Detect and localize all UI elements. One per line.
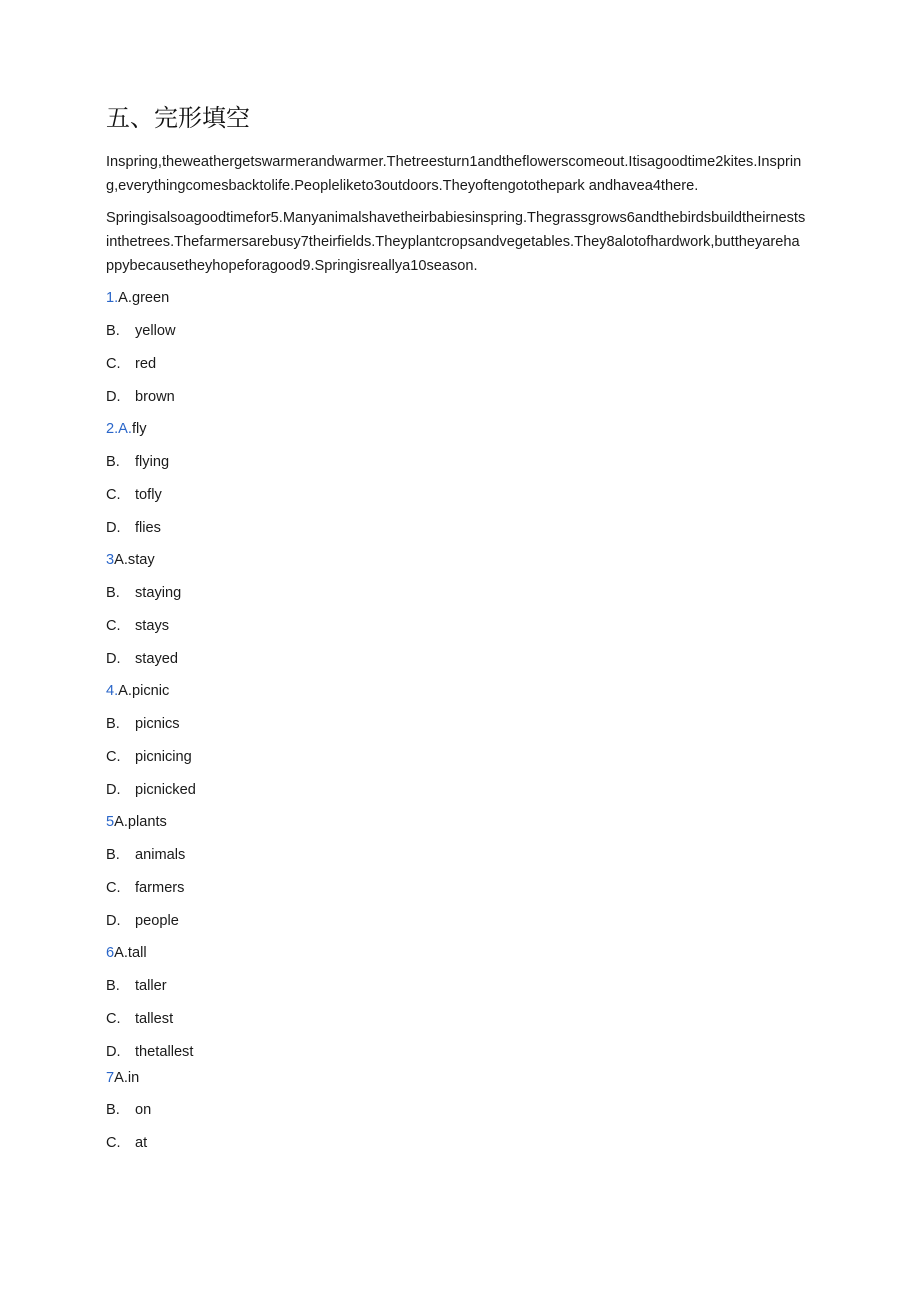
option-letter: C. [106, 1011, 121, 1027]
option-letter: B. [106, 454, 120, 470]
option-letter: B. [106, 1102, 120, 1118]
option-letter: D. [106, 913, 121, 929]
passage-paragraph-2: Springisalsoagoodtimefor5.Manyanimalshavetheirbabiesinspring.Thegrassgrows6andthebirdsbuildtheirnestsinthetrees.Thefarmersarebusy7theirfields.Theyplantcropsandvegetables.They8alotofhardwork,buttheyarehappybecausetheyhopeforagood9.Springisreallya10season. [106, 210, 806, 274]
option-letter: D. [106, 651, 121, 667]
question-1 [106, 288, 169, 308]
question-2-option [106, 518, 161, 538]
question-6-option [106, 1042, 193, 1062]
option-text: flying [135, 454, 170, 470]
option-text: yellow [135, 323, 176, 339]
option-a: A.in [114, 1070, 140, 1086]
question-2-option [106, 485, 162, 505]
option-text: thetallest [135, 1044, 194, 1060]
option-text: stayed [135, 651, 178, 667]
option-text: people [135, 913, 179, 929]
question-number: 2.A. [106, 421, 132, 437]
question-3 [106, 550, 155, 570]
option-letter: D. [106, 520, 121, 536]
option-letter: C. [106, 880, 121, 896]
question-4-option [106, 747, 192, 767]
option-letter: C. [106, 356, 121, 372]
option-a: A.plants [114, 814, 167, 830]
passage-paragraph-1: Inspring,theweathergetswarmerandwarmer.Thetreesturn1andtheflowerscomeout.Itisagoodtime2kites.Inspring,everythingcomesbacktolife.Peopleliketo3outdoors.Theyoftengotothepark andhavea4there. [106, 154, 802, 194]
question-4-option [106, 714, 180, 734]
question-number: 7 [106, 1070, 115, 1086]
question-4-option [106, 780, 196, 800]
option-letter: B. [106, 585, 120, 601]
option-text: on [135, 1102, 152, 1118]
option-text: taller [135, 978, 167, 994]
question-number: 5 [106, 814, 115, 830]
option-a: fly [131, 421, 147, 437]
question-7 [106, 1068, 139, 1088]
option-a: A.stay [114, 552, 155, 568]
question-3-option [106, 583, 181, 603]
option-letter: C. [106, 618, 121, 634]
option-text: picnics [135, 716, 180, 732]
option-letter: C. [106, 487, 121, 503]
option-letter: D. [106, 782, 121, 798]
question-1-option [106, 321, 176, 341]
option-letter: C. [106, 749, 121, 765]
option-text: picnicked [135, 782, 196, 798]
question-2-option [106, 452, 169, 472]
question-5-option [106, 845, 185, 865]
question-4 [106, 681, 169, 701]
option-text: flies [135, 520, 161, 536]
option-text: stays [135, 618, 170, 634]
option-text: animals [135, 847, 186, 863]
question-number: 3 [106, 552, 115, 568]
option-a: A.picnic [118, 683, 170, 699]
question-number: 4. [106, 683, 119, 699]
option-letter: B. [106, 847, 120, 863]
question-1-option [106, 354, 156, 374]
option-letter: D. [106, 1044, 121, 1060]
option-text: picnicing [135, 749, 192, 765]
question-number: 6 [106, 945, 115, 961]
question-6-option [106, 976, 167, 996]
question-5-option [106, 878, 184, 898]
question-7-option [106, 1100, 151, 1120]
question-number: 1. [106, 290, 119, 306]
question-6-option [106, 1009, 173, 1029]
question-5 [106, 812, 167, 832]
option-text: tofly [135, 487, 162, 503]
question-6 [106, 943, 147, 963]
question-1-option [106, 387, 175, 407]
question-2 [106, 419, 147, 439]
option-text: tallest [135, 1011, 174, 1027]
option-letter: B. [106, 323, 120, 339]
option-text: staying [135, 585, 182, 601]
section-title: 五、完形填空 [106, 104, 250, 132]
option-text: farmers [135, 880, 185, 896]
option-text: at [135, 1135, 148, 1151]
option-text: red [135, 356, 157, 372]
option-letter: D. [106, 389, 121, 405]
option-a: A.tall [114, 945, 147, 961]
option-letter: B. [106, 716, 120, 732]
question-3-option [106, 649, 178, 669]
option-text: brown [135, 389, 175, 405]
question-7-option [106, 1133, 147, 1153]
option-a: A.green [118, 290, 170, 306]
question-5-option [106, 911, 179, 931]
question-3-option [106, 616, 169, 636]
option-letter: C. [106, 1135, 121, 1151]
option-letter: B. [106, 978, 120, 994]
